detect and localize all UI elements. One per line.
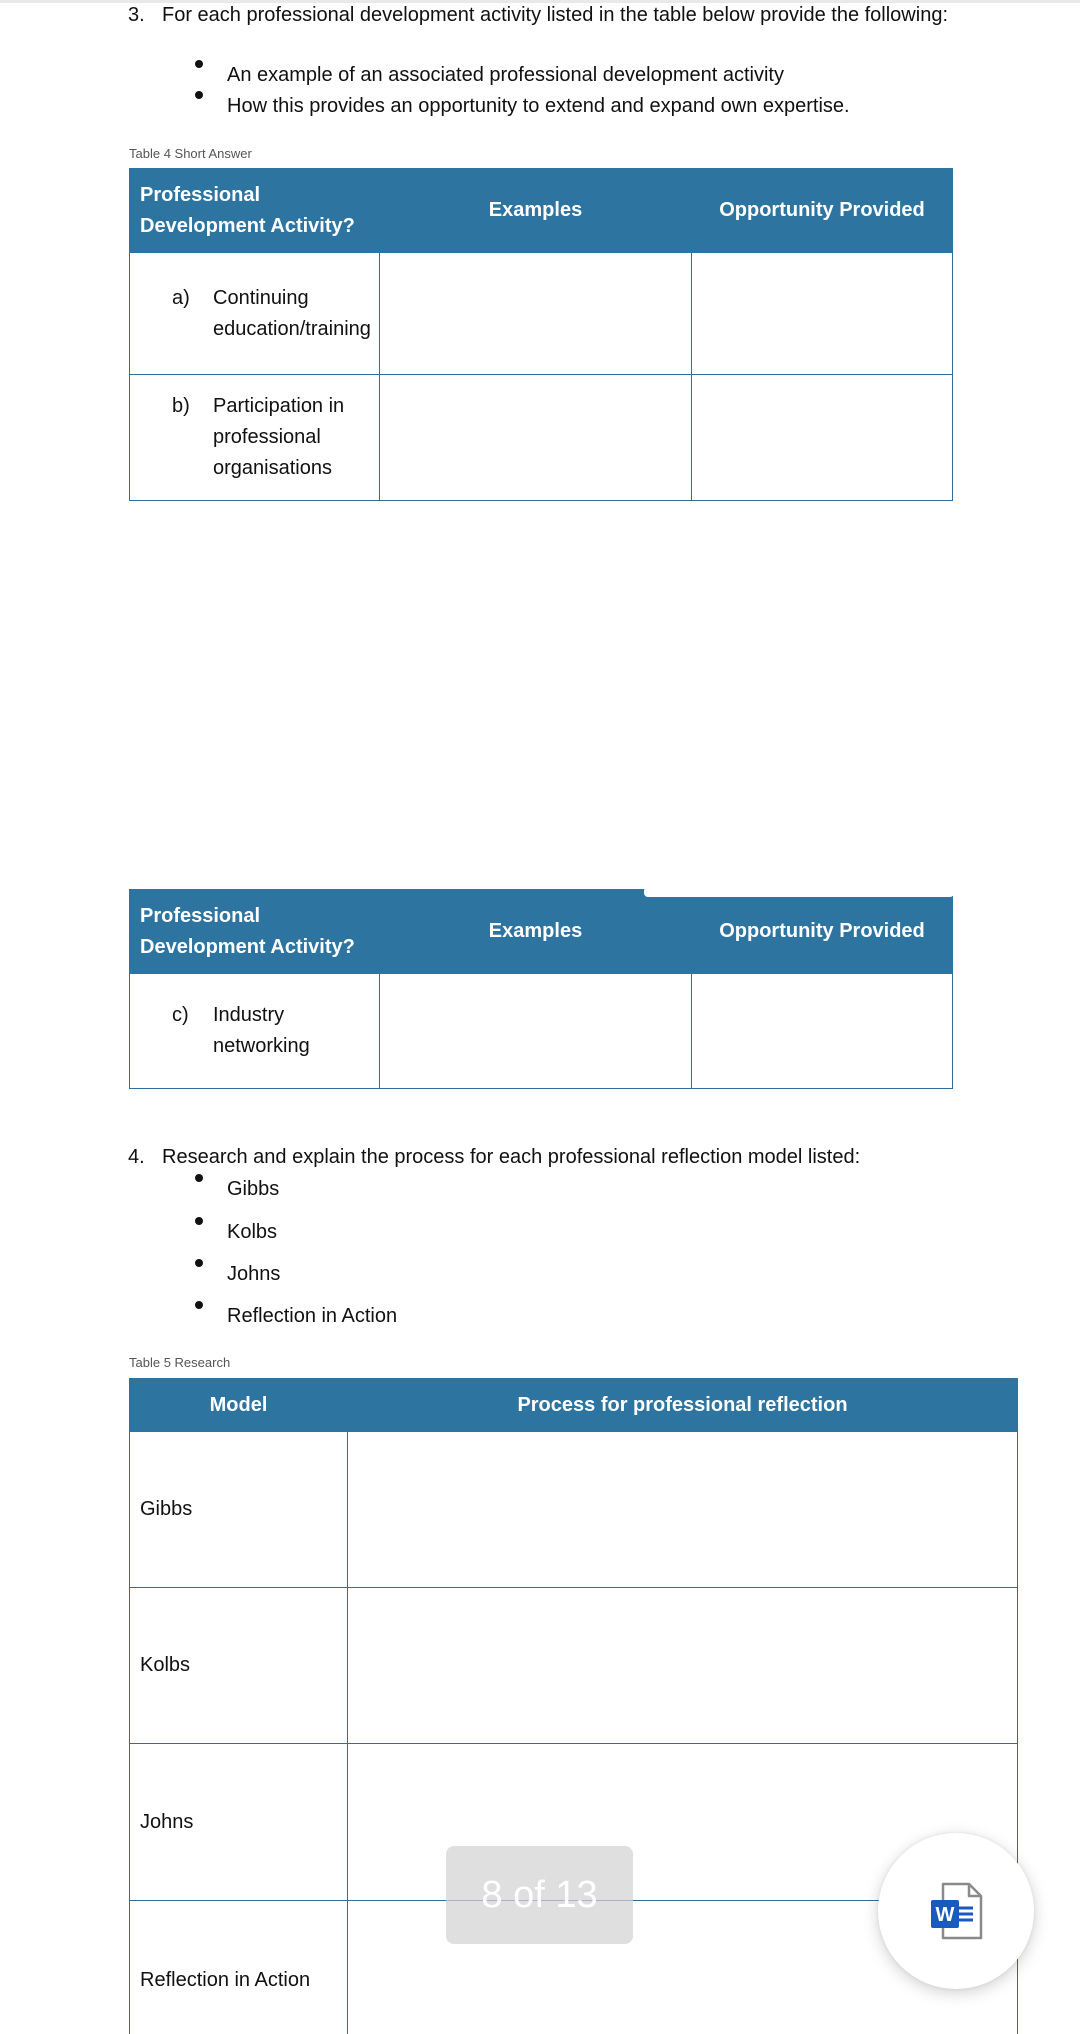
header-opportunity: Opportunity Provided bbox=[692, 890, 953, 974]
bullet-item: An example of an associated professional development activity bbox=[195, 60, 850, 91]
model-cell: Kolbs bbox=[130, 1588, 348, 1744]
activity-label: Industry networking bbox=[213, 1004, 310, 1057]
question-4-number: 4. bbox=[128, 1146, 145, 1168]
word-icon-letter: W bbox=[935, 1904, 955, 1926]
table-5-caption: Table 5 Research bbox=[129, 1355, 231, 1370]
table-row bbox=[130, 375, 953, 501]
opportunity-cell[interactable] bbox=[692, 375, 953, 501]
table-row bbox=[130, 974, 953, 1089]
question-3-text: For each professional development activity listed in the table below provide the following: bbox=[162, 4, 948, 26]
header-opportunity: Opportunity Provided bbox=[692, 169, 953, 253]
opportunity-cell[interactable] bbox=[692, 253, 953, 375]
header-examples: Examples bbox=[380, 890, 692, 974]
activity-cell bbox=[130, 253, 380, 375]
header-activity: Professional Development Activity? bbox=[130, 890, 380, 974]
examples-cell[interactable] bbox=[380, 253, 692, 375]
bullet-item: How this provides an opportunity to extend and expand own expertise. bbox=[195, 91, 850, 122]
item-letter: b) bbox=[172, 395, 190, 417]
bullet-item: Gibbs bbox=[195, 1174, 397, 1217]
table-header-row bbox=[130, 890, 953, 974]
opportunity-cell[interactable] bbox=[692, 974, 953, 1089]
activity-label: Continuing education/training bbox=[213, 286, 371, 340]
table-4-continued bbox=[129, 889, 953, 1089]
process-cell[interactable] bbox=[348, 1588, 1018, 1744]
model-cell: Gibbs bbox=[130, 1432, 348, 1588]
header-model: Model bbox=[130, 1379, 348, 1432]
item-letter: c) bbox=[172, 1004, 189, 1026]
page-tear-edge bbox=[644, 887, 954, 897]
page-indicator: 8 of 13 bbox=[446, 1846, 633, 1944]
word-icon bbox=[923, 1878, 989, 1944]
header-activity: Professional Development Activity? bbox=[130, 169, 380, 253]
activity-label: Participation in professional organisations bbox=[213, 395, 345, 479]
process-cell[interactable] bbox=[348, 1432, 1018, 1588]
bullet-item: Reflection in Action bbox=[195, 1301, 397, 1332]
bullet-item: Johns bbox=[195, 1259, 397, 1301]
examples-cell[interactable] bbox=[380, 974, 692, 1089]
question-4-text: Research and explain the process for each professional reflection model listed: bbox=[162, 1146, 861, 1168]
bullet-item: Kolbs bbox=[195, 1217, 397, 1259]
header-examples: Examples bbox=[380, 169, 692, 253]
header-process: Process for professional reflection bbox=[348, 1379, 1018, 1432]
question-3-bullets bbox=[195, 60, 850, 122]
table-header-row bbox=[130, 1379, 1018, 1432]
question-4-bullets bbox=[195, 1174, 397, 1332]
table-row bbox=[130, 1432, 1018, 1588]
model-cell: Johns bbox=[130, 1744, 348, 1901]
table-row bbox=[130, 253, 953, 375]
table-4 bbox=[129, 168, 953, 501]
table-4-caption: Table 4 Short Answer bbox=[129, 146, 252, 161]
question-3-number: 3. bbox=[128, 4, 145, 26]
activity-cell bbox=[130, 375, 380, 501]
activity-cell bbox=[130, 974, 380, 1089]
item-letter: a) bbox=[172, 286, 190, 309]
open-in-word-button[interactable] bbox=[878, 1833, 1034, 1989]
examples-cell[interactable] bbox=[380, 375, 692, 501]
table-row bbox=[130, 1588, 1018, 1744]
table-header-row bbox=[130, 169, 953, 253]
model-cell: Reflection in Action bbox=[130, 1901, 348, 2034]
